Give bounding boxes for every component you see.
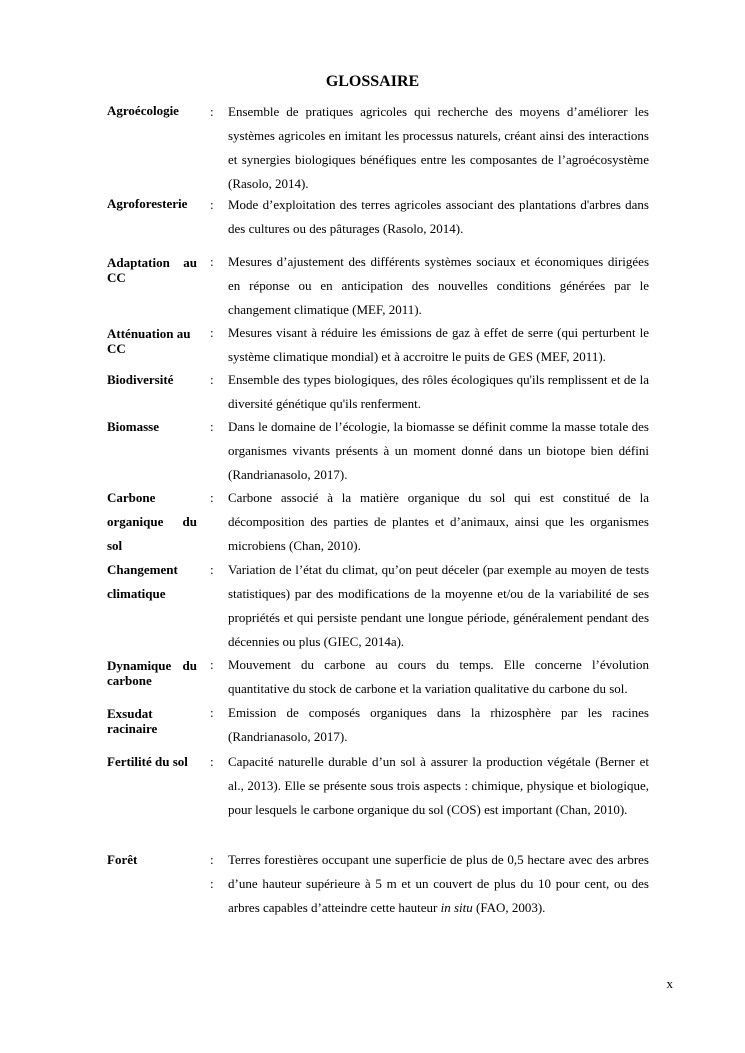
term-separator: : bbox=[210, 876, 214, 891]
glossary-term: Exsudat racinaire bbox=[107, 706, 158, 736]
glossary-definition: Mesures visant à réduire les émissions de gaz à effet de serre (qui perturbent le système climatique mondial) et à accroitre le puits de GES (MEF, 2011). bbox=[228, 325, 649, 364]
term-separator: : bbox=[210, 254, 214, 269]
glossary-definition: Capacité naturelle durable d’un sol à assurer la production végétale (Berner et al., 2013). Elle se présente sous trois aspects : chimique, physique et biologique, pour lesquels le carbone organique du sol (COS) est important (Chan, 2010). bbox=[228, 754, 649, 817]
glossary-term: Atténuation au CC bbox=[107, 326, 191, 356]
glossary-definition bbox=[228, 848, 649, 920]
term-separator: : bbox=[210, 657, 214, 672]
page-title: GLOSSAIRE bbox=[325, 73, 420, 90]
term-separator: : bbox=[210, 490, 214, 505]
term-separator: : bbox=[210, 705, 214, 720]
glossary-definition: Carbone associé à la matière organique du sol qui est constitué de la décomposition des parties de plantes et d’animaux, ainsi que les organismes microbiens (Chan, 2010). bbox=[228, 490, 649, 553]
term-separator: : bbox=[210, 372, 214, 387]
glossary-definition: Variation de l’état du climat, qu’on peut déceler (par exemple au moyen de tests statistiques) par des modifications de la moyenne et/ou de la variabilité de ses propriétés et qui persiste pendant une longue période, généralement pendant des décennies ou plus (GIEC, 2014a). bbox=[228, 562, 649, 649]
glossary-definition: Mouvement du carbone au cours du temps. Elle concerne l’évolution quantitative du stock de carbone et la variation qualitative du carbone du sol. bbox=[228, 657, 649, 696]
page-number: x bbox=[666, 976, 673, 991]
glossary-term: Fertilité du sol bbox=[107, 754, 188, 769]
definition-text: Terres forestières occupant une superficie de plus de 0,5 hectare avec des arbres d’une hauteur supérieure à 5 m et un couvert de plus du 10 pour cent, ou des arbres capables d’atteindre cette hauteur bbox=[228, 852, 649, 915]
glossary-term: Forêt bbox=[107, 852, 138, 867]
glossary-term: Adaptation au CC bbox=[107, 255, 197, 285]
glossary-term: Agroécologie bbox=[107, 103, 179, 118]
glossary-definition: Ensemble de pratiques agricoles qui recherche des moyens d’améliorer les systèmes agricoles en imitant les processus naturels, créant ainsi des interactions et synergies biologiques bénéfiques entre les composantes de l’agroécosystème (Rasolo, 2014). bbox=[228, 104, 649, 191]
glossary-definition: Ensemble des types biologiques, des rôles écologiques qu'ils remplissent et de la diversité génétique qu'ils renferment. bbox=[228, 372, 649, 411]
glossary-term: Dynamique du carbone bbox=[107, 658, 197, 688]
glossary-term: Biomasse bbox=[107, 419, 159, 434]
glossary-definition: Mesures d’ajustement des différents systèmes sociaux et économiques dirigées en réponse ou en anticipation des nouvelles conditions générées par le changement climatique (MEF, 2011). bbox=[228, 254, 649, 317]
glossary-term: Changement climatique bbox=[107, 562, 178, 601]
term-separator: : bbox=[210, 197, 214, 212]
definition-italic-text: in situ bbox=[440, 900, 473, 915]
glossary-term: Carbone organique du sol bbox=[107, 490, 197, 553]
glossary-term: Biodiversité bbox=[107, 372, 174, 387]
glossary-definition: Dans le domaine de l’écologie, la biomasse se définit comme la masse totale des organismes vivants présents à un moment donné dans un biotope bien défini (Randrianasolo, 2017). bbox=[228, 419, 649, 482]
glossary-definition: Mode d’exploitation des terres agricoles associant des plantations d'arbres dans des cultures ou des pâturages (Rasolo, 2014). bbox=[228, 197, 649, 236]
term-separator: : bbox=[210, 104, 214, 119]
term-separator: : bbox=[210, 852, 214, 867]
term-separator: : bbox=[210, 419, 214, 434]
term-separator: : bbox=[210, 562, 214, 577]
term-separator: : bbox=[210, 325, 214, 340]
glossary-definition: Emission de composés organiques dans la rhizosphère par les racines (Randrianasolo, 2017). bbox=[228, 705, 649, 744]
glossary-term: Agroforesterie bbox=[107, 196, 188, 211]
definition-text: (FAO, 2003). bbox=[472, 900, 546, 915]
term-separator: : bbox=[210, 754, 214, 769]
